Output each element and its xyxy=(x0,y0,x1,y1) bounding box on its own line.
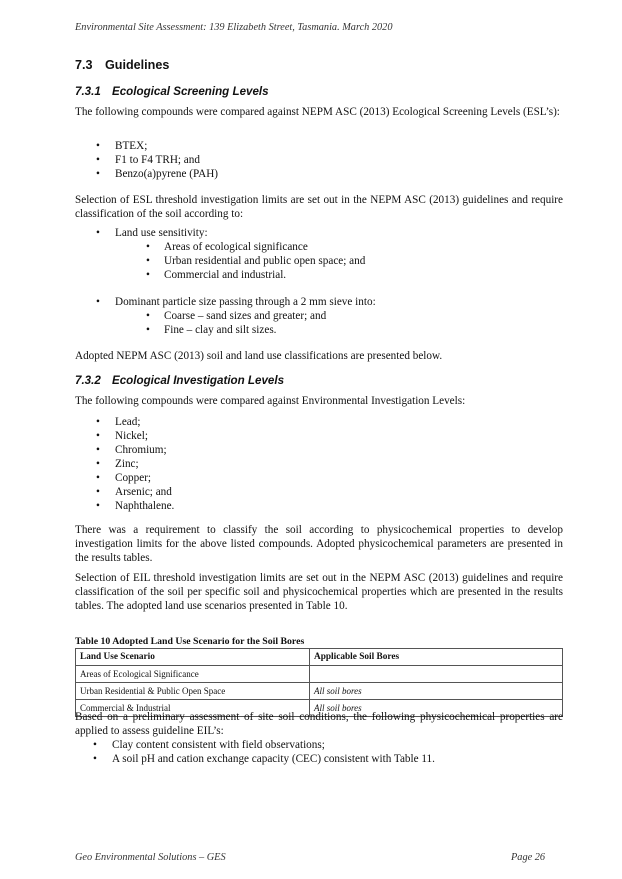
list-item: • Coarse – sand sizes and greater; and xyxy=(146,309,326,323)
esl-intro-paragraph: The following compounds were compared against NEPM ASC (2013) Ecological Screening Levels (ESL’s): xyxy=(75,106,560,118)
subsection-heading-7-3-1 xyxy=(75,85,269,98)
list-item: • Zinc; xyxy=(96,457,174,471)
table-cell xyxy=(310,666,563,683)
table-cell: Urban Residential & Public Open Space xyxy=(76,683,310,700)
table-cell: Commercial & Industrial xyxy=(76,700,310,717)
list-item-land-use xyxy=(96,226,208,240)
eil-selection-paragraph: Selection of EIL threshold investigation limits are set out in the NEPM ASC (2013) guidelines and require classification of the soil per specific soil and physicochemical properties which are presented in the results tables. The adopted land use scenarios presented in Table 10. xyxy=(75,572,563,612)
footer-company: Geo Environmental Solutions – GES xyxy=(75,852,226,863)
table-cell: All soil bores xyxy=(310,700,563,717)
table-cell: Areas of Ecological Significance xyxy=(76,666,310,683)
adopted-classifications-paragraph: Adopted NEPM ASC (2013) soil and land use classifications are presented below. xyxy=(75,350,443,362)
table-row xyxy=(76,683,563,700)
table-cell: All soil bores xyxy=(310,683,563,700)
particle-size-sublist xyxy=(146,309,326,337)
particle-size-list xyxy=(96,295,376,309)
list-item: • Arsenic; and xyxy=(96,485,174,499)
table-header-cell: Land Use Scenario xyxy=(76,649,310,666)
list-item-particle-size xyxy=(96,295,376,309)
list-item: • Copper; xyxy=(96,471,174,485)
subsection-number: 7.3.2 xyxy=(75,374,101,387)
preliminary-assessment-paragraph: Based on a preliminary assessment of site soil conditions, the following physicochemical properties are applied to assess guideline EIL’s: xyxy=(75,711,563,737)
list-item: • Chromium; xyxy=(96,443,174,457)
land-use-sublist xyxy=(146,240,365,282)
running-header: Environmental Site Assessment: 139 Elizabeth Street, Tasmania. March 2020 xyxy=(75,22,393,33)
subsection-title: Ecological Screening Levels xyxy=(112,85,269,98)
subsection-number: 7.3.1 xyxy=(75,85,101,98)
list-item: • Urban residential and public open space; and xyxy=(146,254,365,268)
land-use-list xyxy=(96,226,208,240)
eil-compound-list xyxy=(96,415,174,513)
table-caption: Table 10 Adopted Land Use Scenario for the Soil Bores xyxy=(75,636,305,647)
table-header-cell: Applicable Soil Bores xyxy=(310,649,563,666)
section-heading-7-3 xyxy=(75,58,169,72)
list-item-label: Land use sensitivity: xyxy=(115,227,208,239)
eil-property-list xyxy=(93,738,435,766)
section-number: 7.3 xyxy=(75,58,93,72)
subsection-title: Ecological Investigation Levels xyxy=(112,374,285,387)
esl-selection-paragraph: Selection of ESL threshold investigation limits are set out in the NEPM ASC (2013) guidelines and require classification of the soil according to: xyxy=(75,194,563,220)
footer-page-number: Page 26 xyxy=(511,852,546,863)
list-item: • Commercial and industrial. xyxy=(146,268,365,282)
list-item: • Areas of ecological significance xyxy=(146,240,365,254)
list-item: • F1 to F4 TRH; and xyxy=(96,153,218,167)
table-row xyxy=(76,666,563,683)
list-item: • BTEX; xyxy=(96,139,218,153)
list-item: • Nickel; xyxy=(96,429,174,443)
list-item: • Naphthalene. xyxy=(96,499,174,513)
esl-compound-list xyxy=(96,139,218,181)
list-item: • Clay content consistent with field observations; xyxy=(93,738,435,752)
list-item: • Fine – clay and silt sizes. xyxy=(146,323,326,337)
eil-intro-paragraph: The following compounds were compared against Environmental Investigation Levels: xyxy=(75,395,466,407)
section-title: Guidelines xyxy=(105,58,170,72)
table-header-row xyxy=(76,649,563,666)
subsection-heading-7-3-2 xyxy=(75,374,284,387)
physicochemical-paragraph: There was a requirement to classify the soil according to physicochemical properties to develop investigation limits for the above listed compounds. Adopted physicochemical parameters are presented in the results tables. xyxy=(75,524,563,564)
list-item: • A soil pH and cation exchange capacity (CEC) consistent with Table 11. xyxy=(93,752,435,766)
list-item-label: Dominant particle size passing through a 2 mm sieve into: xyxy=(115,296,376,308)
land-use-table xyxy=(75,648,563,717)
list-item: • Benzo(a)pyrene (PAH) xyxy=(96,167,218,181)
list-item: • Lead; xyxy=(96,415,174,429)
